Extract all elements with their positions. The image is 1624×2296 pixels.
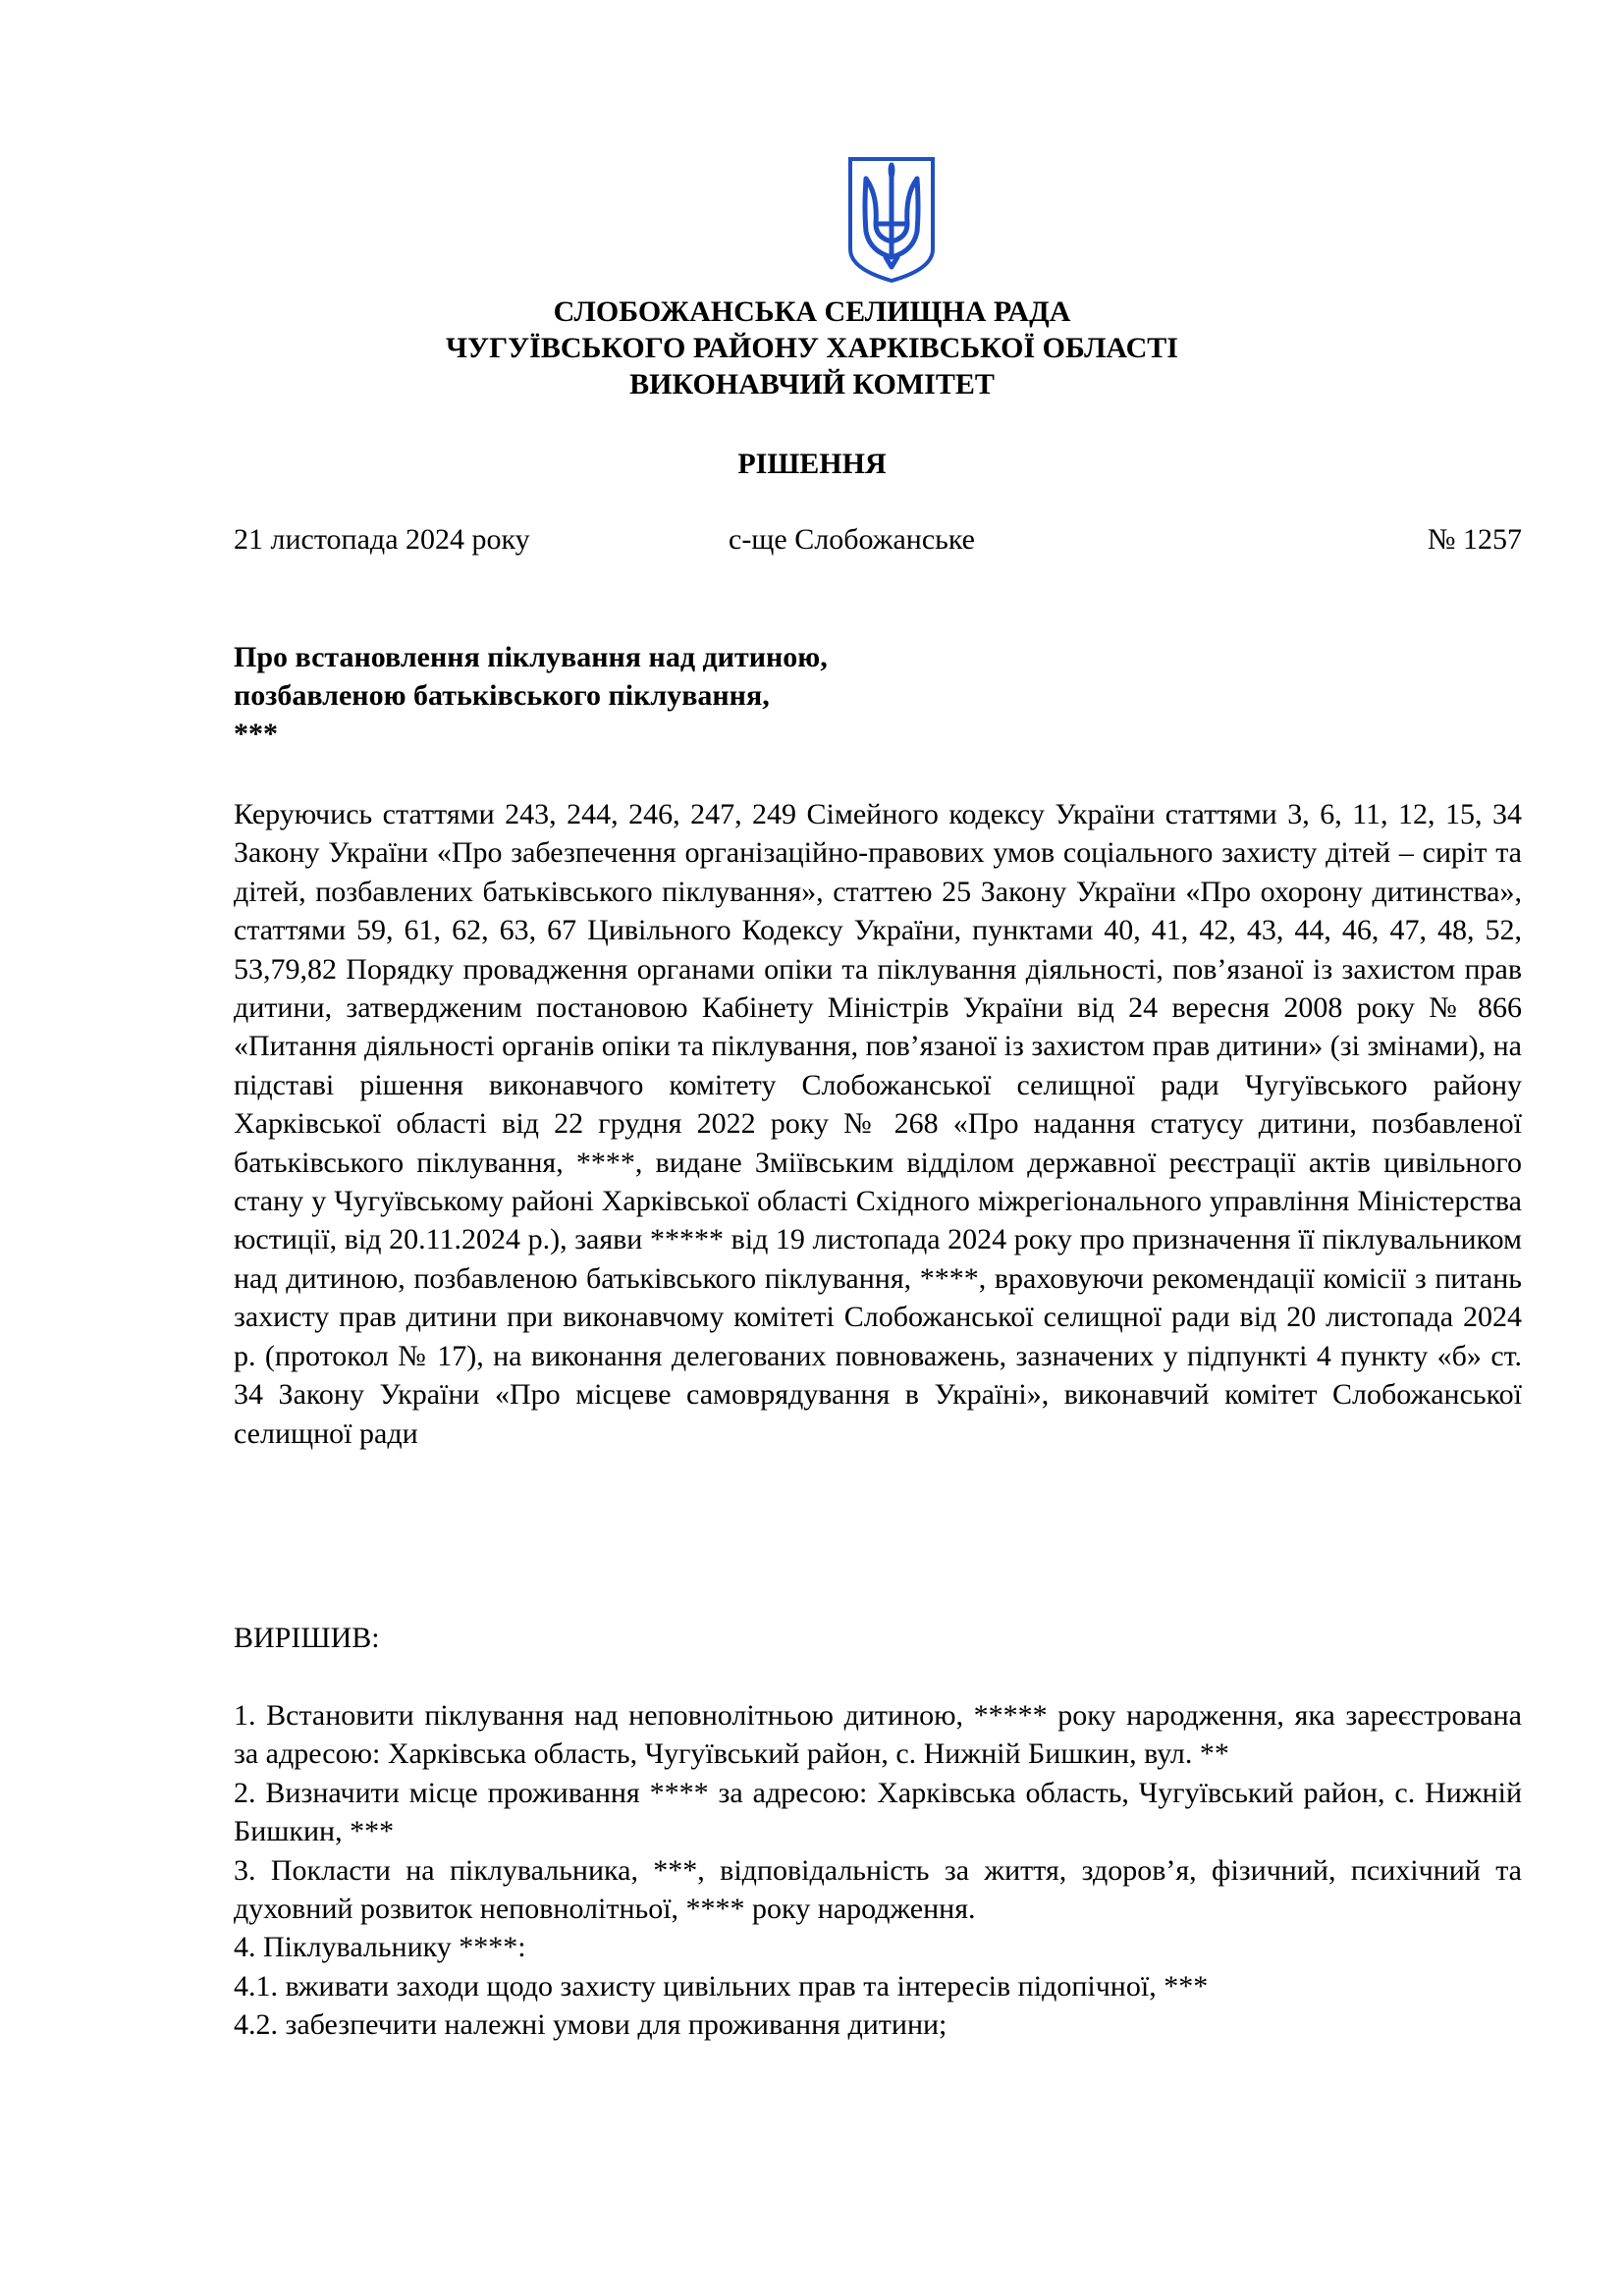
decision-item-4: 4. Піклувальнику ****: bbox=[234, 1931, 526, 1964]
subject-line-3: *** bbox=[234, 718, 278, 750]
decided-heading: ВИРІШИВ: bbox=[234, 1622, 380, 1654]
decision-date: 21 листопада 2024 року bbox=[234, 523, 530, 556]
decision-items bbox=[234, 1696, 1522, 2045]
subject-line-1: Про встановлення піклування над дитиною, bbox=[234, 641, 828, 673]
subject-line-2: позбавленою батьківського піклування, bbox=[234, 679, 770, 712]
preamble-paragraph: Керуючись статтями 243, 244, 246, 247, 249 Сімейного кодексу України статтями 3, 6, 11, 12, 15, 34 Закону України «Про забезпечення організаційно-правових умов соціального захисту дітей – сиріт та дітей, позбавлених батьківського піклування», статтею 25 Закону України «Про охорону дитинства», статтями 59, 61, 62, 63, 67 Цивільного Кодексу України, пунктами 40, 41, 42, 43, 44, 46, 47, 48, 52, 53,79,82 Порядку провадження органами опіки та піклування діяльності, пов’язаної із захистом прав дитини, затвердженим постановою Кабінету Міністрів України від 24 вересня 2008 року № 866 «Питання діяльності органів опіки та піклування, пов’язаної із захистом прав дитини» (зі змінами), на підставі рішення виконавчого комітету Слобожанської селищної ради Чугуївського району Харківської області від 22 грудня 2022 року № 268 «Про надання статусу дитини, позбавленої батьківського піклування, ****, видане Зміївським відділом державної реєстрації актів цивільного стану у Чугуївському районі Харківської області Східного міжрегіонального управління Міністерства юстиції, від 20.11.2024 р.), заяви ***** від 19 листопада 2024 року про призначення її піклувальником над дитиною, позбавленою батьківського піклування, ****, враховуючи рекомендації комісії з питань захисту прав дитини при виконавчому комітеті Слобожанської селищної ради від 20 листопада 2024 р. (протокол № 17), на виконання делегованих повноважень, зазначених у підпункті 4 пункту «б» ст. 34 Закону України «Про місцеве самоврядування в Україні», виконавчий комітет Слобожанської селищної ради bbox=[234, 798, 1522, 1450]
decision-item-2: 2. Визначити місце проживання **** за адресою: Харківська область, Чугуївський район, с. Нижній Бишкин, *** bbox=[234, 1776, 1522, 1848]
decision-item-4-1: 4.1. вживати заходи щодо захисту цивільних прав та інтересів підопічної, *** bbox=[234, 1969, 1209, 2002]
council-name: СЛОБОЖАНСЬКА СЕЛИЩНА РАДА bbox=[553, 295, 1071, 328]
decision-subject bbox=[234, 638, 1314, 753]
committee-name: ВИКОНАВЧИЙ КОМІТЕТ bbox=[629, 368, 995, 400]
decision-number: № 1257 bbox=[1427, 523, 1522, 556]
document-type: РІШЕННЯ bbox=[737, 448, 887, 480]
decision-place: с-ще Слобожанське bbox=[729, 523, 975, 556]
district-name: ЧУГУЇВСЬКОГО РАЙОНУ ХАРКІВСЬКОЇ ОБЛАСТІ bbox=[446, 332, 1178, 364]
decision-item-4-2: 4.2. забезпечити належні умови для проживання дитини; bbox=[234, 2008, 947, 2042]
decision-item-3: 3. Покласти на піклувальника, ***, відповідальність за життя, здоров’я, фізичний, психічний та духовний розвиток неповнолітньої, **** року народження. bbox=[234, 1853, 1522, 1926]
coat-of-arms-of-ukraine-icon bbox=[846, 155, 937, 285]
decision-item-1: 1. Встановити піклування над неповнолітньою дитиною, ***** року народження, яка зареєстрована за адресою: Харківська область, Чугуївський район, с. Нижній Бишкин, вул. ** bbox=[234, 1699, 1522, 1771]
